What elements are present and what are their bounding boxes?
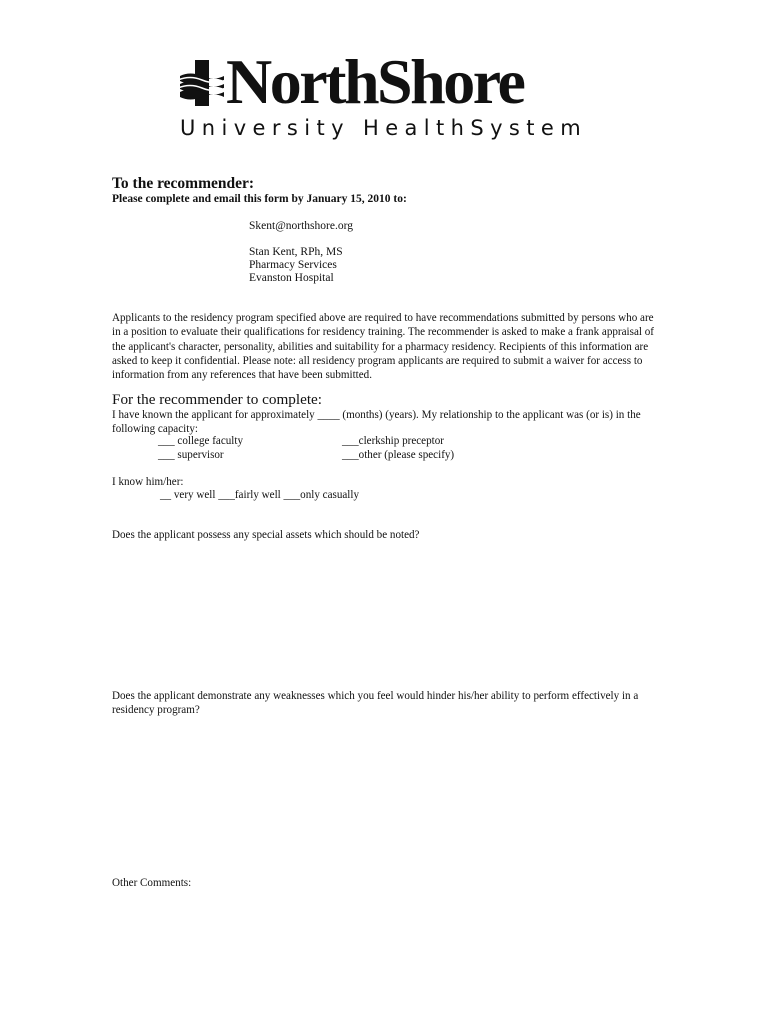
recipient-email: Skent@northshore.org [249,220,353,232]
recommender-instruction: Please complete and email this form by January 15, 2010 to: [112,193,407,205]
other-comments-answer-area[interactable] [112,894,660,1004]
special-assets-answer-area[interactable] [112,546,660,680]
know-options[interactable]: __ very well ___fairly well ___only casually [160,489,360,501]
know-label: I know him/her: [112,476,184,488]
logo-subtitle: University HealthSystem [180,116,588,140]
weaknesses-answer-area[interactable] [112,722,660,872]
known-duration-text: I have known the applicant for approximately ____ (months) (years). My relationship to the applicant was (or is) in the following capacity: [112,409,641,435]
option-college-faculty[interactable]: ___ college faculty [158,435,244,447]
option-supervisor[interactable]: ___ supervisor [158,449,224,461]
logo-name: NorthShore [226,46,524,117]
intro-paragraph: Applicants to the residency program specified above are required to have recommendations submitted by persons who are in a position to evaluate their qualifications for residency training. The recommender is asked to make a frank appraisal of the applicant's character, personality, abilities and suitability for a pharmacy residency. Recipients of this information are asked to keep it confidential. Please note: all residency program applicants are required to submit a waiver for access to information from any references that have been submitted. [112,312,654,382]
option-other[interactable]: ___other (please specify) [342,449,455,461]
recipient-location: Evanston Hospital [249,272,334,284]
northshore-logo [176,46,596,142]
complete-section-heading: For the recommender to complete: [112,391,323,408]
recipient-name: Stan Kent, RPh, MS [249,246,343,258]
northshore-cross-wave-icon [178,60,226,106]
option-clerkship-preceptor[interactable]: ___clerkship preceptor [342,435,444,447]
other-comments-label: Other Comments: [112,877,192,889]
special-assets-question: Does the applicant possess any special assets which should be noted? [112,529,420,541]
weaknesses-question: Does the applicant demonstrate any weaknesses which you feel would hinder his/her ability to perform effectively in a residency program? [112,690,639,717]
recommender-heading: To the recommender: [112,175,255,192]
recipient-department: Pharmacy Services [249,259,337,271]
